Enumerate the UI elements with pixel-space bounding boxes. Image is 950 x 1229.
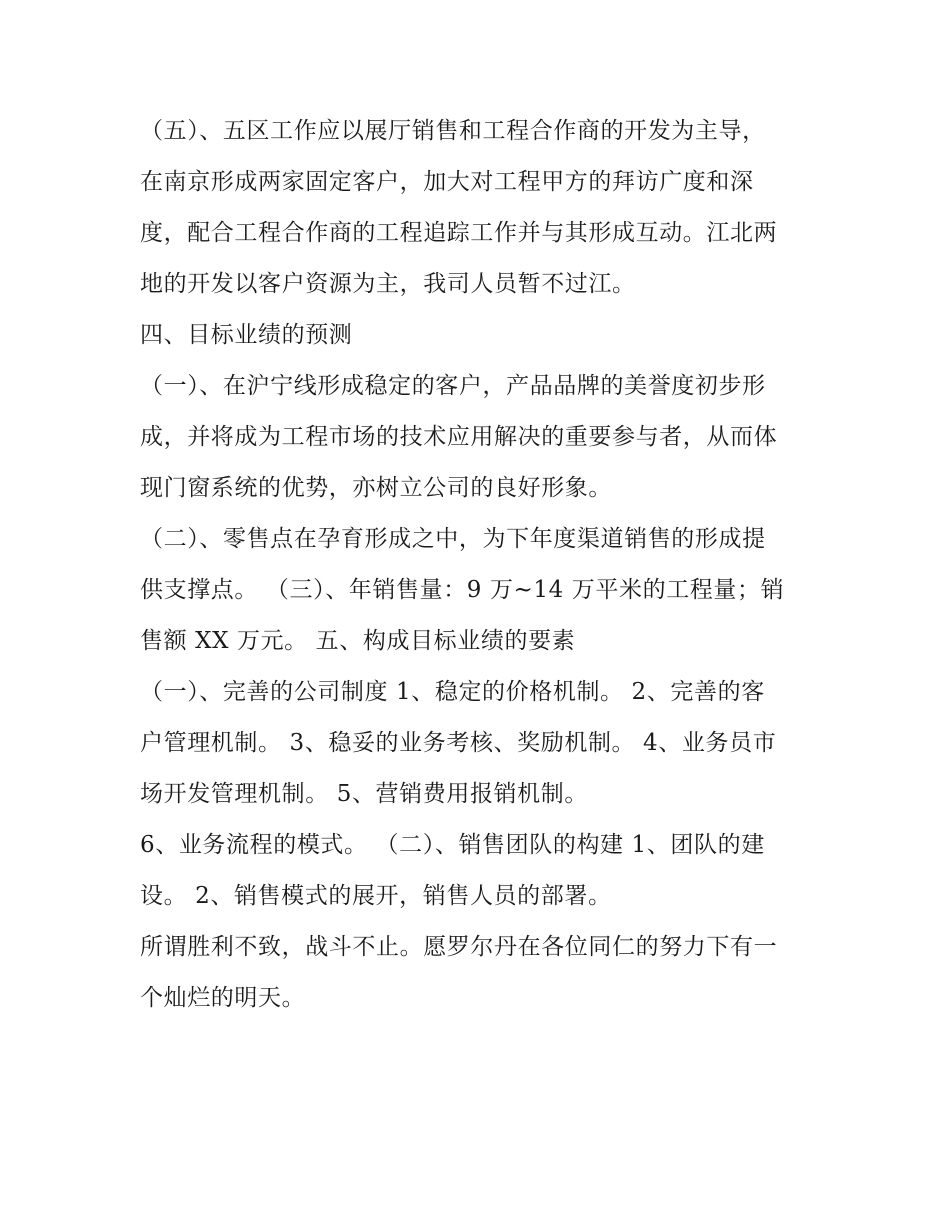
text-line: 6、业务流程的模式。 （二）、销售团队的构建 1、团队的建 bbox=[140, 832, 765, 858]
text-line: 个灿烂的明天。 bbox=[140, 985, 306, 1011]
text-line: 成，并将成为工程市场的技术应用解决的重要参与者，从而体 bbox=[140, 424, 778, 450]
document-body bbox=[140, 106, 830, 1024]
paragraph-company-system bbox=[140, 667, 830, 820]
paragraph-section-five-region bbox=[140, 106, 830, 310]
text-line: （一）、在沪宁线形成稳定的客户，产品品牌的美誉度初步形 bbox=[140, 373, 766, 399]
text-line: 供支撑点。 （三）、年销售量：9 万~14 万平米的工程量；销 bbox=[140, 577, 785, 603]
paragraph-sales-team bbox=[140, 820, 830, 922]
text-line: （二）、零售点在孕育形成之中，为下年度渠道销售的形成提 bbox=[140, 526, 766, 552]
paragraph-forecast-one bbox=[140, 361, 830, 514]
text-line: 设。 2、销售模式的展开，销售人员的部署。 bbox=[140, 883, 612, 909]
paragraph-closing bbox=[140, 922, 830, 1024]
section-heading: 四、目标业绩的预测 bbox=[140, 322, 353, 348]
text-line: 度，配合工程合作商的工程追踪工作并与其形成互动。江北两 bbox=[140, 220, 778, 246]
text-line: 户管理机制。 3、稳妥的业务考核、奖励机制。 4、业务员市 bbox=[140, 730, 777, 756]
text-line: 售额 XX 万元。 五、构成目标业绩的要素 bbox=[140, 628, 576, 654]
paragraph-forecast-two-three bbox=[140, 514, 830, 667]
text-line: 现门窗系统的优势，亦树立公司的良好形象。 bbox=[140, 475, 612, 501]
text-line: 所谓胜利不致，战斗不止。愿罗尔丹在各位同仁的努力下有一 bbox=[140, 934, 778, 960]
text-line: （一）、完善的公司制度 1、稳定的价格机制。 2、完善的客 bbox=[140, 679, 765, 705]
text-line: 在南京形成两家固定客户，加大对工程甲方的拜访广度和深 bbox=[140, 169, 754, 195]
heading-target-forecast bbox=[140, 310, 830, 361]
text-line: 地的开发以客户资源为主，我司人员暂不过江。 bbox=[140, 271, 636, 297]
text-line: 场开发管理机制。 5、营销费用报销机制。 bbox=[140, 781, 588, 807]
text-line: （五）、五区工作应以展厅销售和工程合作商的开发为主导， bbox=[140, 118, 766, 144]
